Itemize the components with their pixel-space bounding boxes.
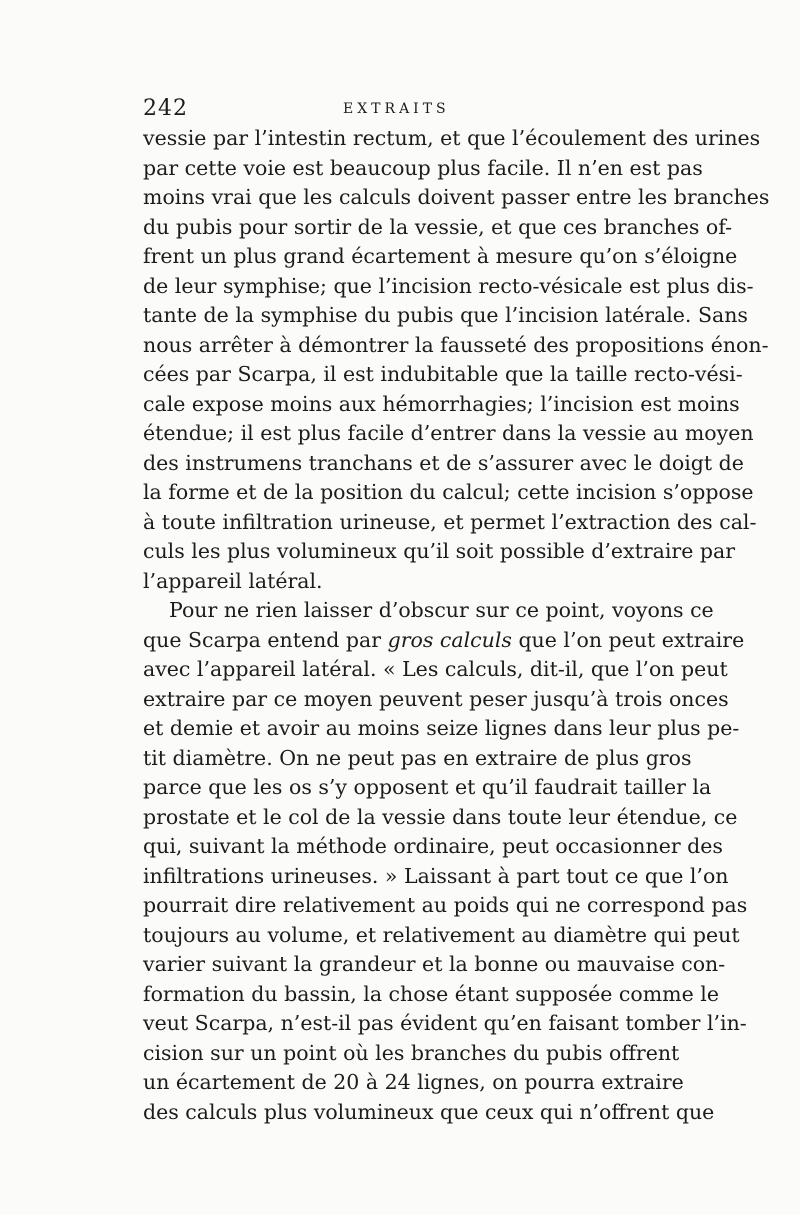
paragraph-start-line: Pour ne rien laisser d’obscur sur ce point, voyons ce [169,598,714,622]
text-line: infiltrations urineuses. » Laissant à part tout ce que l’on [143,863,729,888]
text-line: veut Scarpa, n’est-il pas évident qu’en faisant tomber l’in- [143,1011,747,1035]
text-line: à toute infiltration urineuse, et permet l’extraction des cal- [143,509,757,534]
text-line: cale expose moins aux hémorrhagies; l’incision est moins [143,391,740,416]
text-line: tit diamètre. On ne peut pas en extraire de plus gros [143,745,692,770]
text-line: cision sur un point où les branches du pubis offrent [143,1040,680,1065]
text-line: frent un plus grand écartement à mesure qu’on s’éloigne [143,244,738,268]
text-line: extraire par ce moyen peuvent peser jusqu’à trois onces [143,686,729,711]
text-line: prostate et le col de la vessie dans toute leur étendue, ce [143,804,738,829]
text-line: qui, suivant la méthode ordinaire, peut occasionner des [143,834,723,858]
text-line: un écartement de 20 à 24 lignes, on pourra extraire [143,1070,684,1094]
text-line: cées par Scarpa, il est indubitable que la taille recto-vési- [143,362,743,386]
text-line-with-italic [143,626,745,656]
page-number: 242 [143,96,188,121]
text-line: varier suivant la grandeur et la bonne ou mauvaise con- [143,952,726,976]
italic-phrase: gros calculs [387,627,512,652]
text-line: toujours au volume, et relativement au diamètre qui peut [143,922,740,947]
page-header [143,96,655,124]
text-line: du pubis pour sortir de la vessie, et que ces branches of- [143,214,733,239]
text-line: formation du bassin, la chose étant supposée comme le [143,981,719,1006]
text-line: étendue; il est plus facile d’entrer dans la vessie au moyen [143,421,754,445]
text-line: tante de la symphise du pubis que l’incision latérale. Sans [143,303,748,327]
text-line: et demie et avoir au moins seize lignes dans leur plus pe- [143,716,740,740]
text-line: pourrait dire relativement au poids qui ne correspond pas [143,893,748,917]
body-text [143,124,770,1127]
text-line: moins vrai que les calculs doivent passer entre les branches [143,185,770,209]
text-line: des calculs plus volumineux que ceux qui n’offrent que [143,1099,715,1124]
text-segment: que l’on peut extraire [511,627,745,652]
text-line: parce que les os s’y opposent et qu’il faudrait tailler la [143,775,712,799]
running-head: EXTRAITS [343,101,450,117]
text-segment: que Scarpa entend par [143,627,388,652]
text-line: vessie par l’intestin rectum, et que l’écoulement des urines [143,126,761,150]
text-line: avec l’appareil latéral. « Les calculs, dit-il, que l’on peut [143,657,728,681]
text-line: de leur symphise; que l’incision recto-vésicale est plus dis- [143,273,754,298]
text-line: par cette voie est beaucoup plus facile. Il n’en est pas [143,155,703,180]
text-line: nous arrêter à démontrer la fausseté des propositions énon- [143,332,769,357]
paragraph-end-line: l’appareil latéral. [143,568,323,593]
text-line: des instrumens tranchans et de s’assurer avec le doigt de [143,450,744,475]
text-line: la forme et de la position du calcul; cette incision s’oppose [143,480,754,504]
text-line: culs les plus volumineux qu’il soit possible d’extraire par [143,539,735,563]
